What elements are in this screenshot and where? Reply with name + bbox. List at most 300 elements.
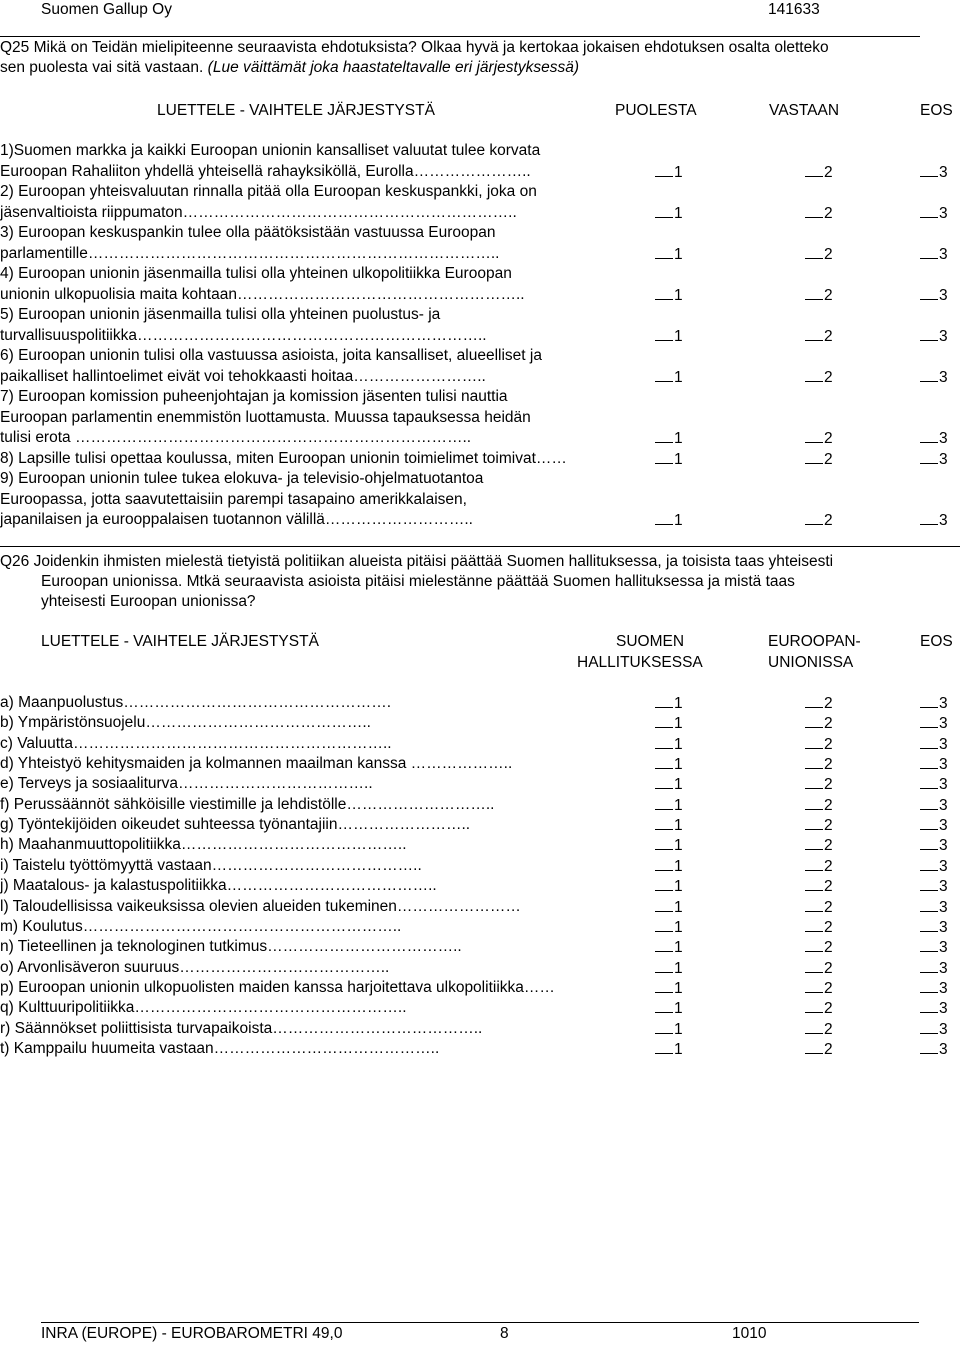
- section-rule: [0, 546, 960, 547]
- answer-underline: [655, 978, 673, 993]
- answer-underline: [805, 795, 823, 810]
- answer-underline: [655, 958, 673, 973]
- q26-answer-dk[interactable]: [920, 998, 948, 1019]
- answer-code: 2: [824, 163, 833, 181]
- q26-answer-dk[interactable]: [920, 835, 948, 856]
- answer-underline: [655, 203, 673, 218]
- answer-underline: [805, 1039, 823, 1054]
- answer-underline: [805, 958, 823, 973]
- q25-answer-for[interactable]: [655, 367, 683, 388]
- answer-code: 3: [939, 1020, 948, 1038]
- answer-underline: [655, 428, 673, 443]
- answer-underline: [655, 693, 673, 708]
- q26-item: n) Tieteellinen ja teknologinen tutkimus………………………………..: [0, 938, 462, 956]
- answer-underline: [805, 876, 823, 891]
- answer-code: 2: [824, 857, 833, 875]
- q25-statement-line: 1)Suomen markka ja kaikki Euroopan unionin kansalliset valuutat tulee korvata: [0, 142, 541, 159]
- answer-code: 2: [824, 817, 833, 835]
- answer-underline: [920, 203, 938, 218]
- q25-statement-line: 4) Euroopan unionin jäsenmailla tulisi olla yhteinen ulkopolitiikka Euroopan: [0, 265, 512, 282]
- answer-code: 2: [824, 430, 833, 447]
- q26-answer-gov[interactable]: [655, 917, 683, 938]
- answer-underline: [805, 978, 823, 993]
- q26-item: o) Arvonlisäveron suuruus…………………………………..: [0, 958, 390, 976]
- answer-code: 2: [824, 245, 833, 263]
- answer-underline: [920, 876, 938, 891]
- answer-underline: [655, 244, 673, 259]
- q26-answer-gov[interactable]: [655, 998, 683, 1019]
- answer-underline: [655, 1039, 673, 1054]
- answer-underline: [655, 937, 673, 952]
- q26-answer-gov[interactable]: [655, 774, 683, 795]
- q25-question-line2: [0, 58, 579, 78]
- answer-code: 1: [674, 204, 683, 222]
- answer-code: 1: [674, 430, 683, 447]
- answer-code: 1: [674, 163, 683, 181]
- q26-answer-gov[interactable]: [655, 978, 683, 999]
- answer-underline: [655, 998, 673, 1013]
- q26-item: p) Euroopan unionin ulkopuolisten maiden kanssa harjoitettava ulkopolitiikka……: [0, 978, 555, 996]
- q26-answer-eu[interactable]: [805, 958, 833, 979]
- answer-underline: [655, 162, 673, 177]
- q25-answer-dk[interactable]: [920, 326, 948, 347]
- answer-underline: [920, 754, 938, 769]
- answer-code: 2: [824, 1020, 833, 1038]
- q26-answer-dk[interactable]: [920, 734, 948, 755]
- q26-answer-gov[interactable]: [655, 713, 683, 734]
- q25-col-for: PUOLESTA: [615, 102, 697, 119]
- answer-code: 2: [824, 796, 833, 814]
- q25-statement-line: 3) Euroopan keskuspankin tulee olla päätöksistään vastuussa Euroopan: [0, 224, 496, 241]
- answer-underline: [920, 510, 938, 525]
- answer-code: 2: [824, 837, 833, 855]
- q25-answer-dk[interactable]: [920, 244, 948, 265]
- answer-code: 3: [939, 939, 948, 957]
- q26-item: c) Valuutta……………………………………………………..: [0, 734, 392, 752]
- answer-code: 3: [939, 918, 948, 936]
- answer-code: 3: [939, 245, 948, 263]
- answer-code: 2: [824, 327, 833, 345]
- q25-answer-against[interactable]: [805, 285, 833, 306]
- answer-code: 2: [824, 695, 833, 712]
- q26-answer-gov[interactable]: [655, 856, 683, 877]
- answer-underline: [920, 815, 938, 830]
- answer-code: 2: [824, 286, 833, 304]
- q25-statement-line: Euroopassa, jotta saavutettaisiin parempi tasapaino amerikkalaisen,: [0, 490, 467, 508]
- answer-code: 2: [824, 918, 833, 936]
- answer-underline: [805, 815, 823, 830]
- q26-answer-gov[interactable]: [655, 897, 683, 918]
- answer-code: 2: [824, 735, 833, 753]
- answer-underline: [920, 917, 938, 932]
- answer-underline: [805, 1019, 823, 1034]
- answer-underline: [805, 203, 823, 218]
- answer-code: 3: [939, 695, 948, 712]
- answer-code: 1: [674, 286, 683, 304]
- q25-answer-dk[interactable]: [920, 367, 948, 388]
- q26-answer-dk[interactable]: [920, 713, 948, 734]
- answer-code: 2: [824, 368, 833, 386]
- answer-code: 1: [674, 695, 683, 712]
- q25-statement-line: 8) Lapsille tulisi opettaa koulussa, miten Euroopan unionin toimielimet toimivat……: [0, 449, 567, 467]
- answer-code: 1: [674, 817, 683, 835]
- q25-statement-line: jäsenvaltioista riippumaton………………………………………………………..: [0, 203, 517, 221]
- answer-code: 3: [939, 735, 948, 753]
- q25-answer-for[interactable]: [655, 428, 683, 449]
- q25-statement-line: 5) Euroopan unionin jäsenmailla tulisi olla yhteinen puolustus- ja: [0, 306, 441, 323]
- q25-answer-dk[interactable]: [920, 428, 948, 449]
- answer-code: 3: [939, 979, 948, 997]
- answer-code: 1: [674, 939, 683, 957]
- q25-answer-against[interactable]: [805, 203, 833, 224]
- answer-code: 1: [674, 756, 683, 774]
- q26-col-list: LUETTELE - VAIHTELE JÄRJESTYSTÄ: [41, 633, 319, 650]
- answer-code: 2: [824, 878, 833, 896]
- answer-underline: [805, 937, 823, 952]
- answer-underline: [805, 693, 823, 708]
- answer-code: 3: [939, 204, 948, 222]
- answer-code: 3: [939, 959, 948, 977]
- q26-answer-dk[interactable]: [920, 754, 948, 775]
- q26-col-dk: EOS: [920, 633, 953, 650]
- q26-item: t) Kamppailu huumeita vastaan……………………………………..: [0, 1039, 440, 1057]
- q26-item: q) Kulttuuripolitiikka……………………………………………..: [0, 999, 407, 1017]
- answer-code: 1: [674, 1040, 683, 1058]
- q26-answer-eu[interactable]: [805, 693, 833, 714]
- answer-underline: [655, 774, 673, 789]
- q25-statement-line: 7) Euroopan komission puheenjohtajan ja komission jäsenten tulisi nauttia: [0, 388, 508, 405]
- answer-code: 2: [824, 512, 833, 529]
- q25-answer-dk[interactable]: [920, 510, 948, 531]
- answer-underline: [920, 326, 938, 341]
- q25-col-against: VASTAAN: [769, 102, 840, 119]
- q26-answer-eu[interactable]: [805, 876, 833, 897]
- answer-underline: [805, 244, 823, 259]
- q25-interviewer-instruction: (Lue väittämät joka haastateltavalle eri järjestyksessä): [207, 59, 579, 76]
- answer-underline: [805, 835, 823, 850]
- answer-underline: [805, 449, 823, 464]
- answer-code: 1: [674, 368, 683, 386]
- answer-underline: [655, 367, 673, 382]
- q26-answer-dk[interactable]: [920, 1039, 948, 1060]
- q26-col-eu-line1: EUROOPAN-: [768, 633, 861, 650]
- answer-underline: [805, 326, 823, 341]
- answer-underline: [655, 856, 673, 871]
- q25-answer-against[interactable]: [805, 244, 833, 265]
- answer-underline: [920, 835, 938, 850]
- answer-code: 3: [939, 430, 948, 447]
- q26-item: f) Perussäännöt sähköisille viestimille ja lehdistölle………………………..: [0, 795, 495, 813]
- answer-underline: [920, 162, 938, 177]
- answer-underline: [805, 917, 823, 932]
- q26-answer-eu[interactable]: [805, 713, 833, 734]
- answer-underline: [805, 428, 823, 443]
- answer-underline: [805, 734, 823, 749]
- answer-underline: [920, 713, 938, 728]
- answer-underline: [920, 693, 938, 708]
- q26-answer-eu[interactable]: [805, 734, 833, 755]
- answer-underline: [920, 449, 938, 464]
- answer-underline: [920, 1019, 938, 1034]
- q26-answer-dk[interactable]: [920, 795, 948, 816]
- q26-answer-gov[interactable]: [655, 734, 683, 755]
- answer-code: 2: [824, 715, 833, 733]
- q25-col-list: LUETTELE - VAIHTELE JÄRJESTYSTÄ: [157, 102, 435, 119]
- q26-answer-dk[interactable]: [920, 876, 948, 897]
- answer-code: 2: [824, 979, 833, 997]
- answer-underline: [655, 1019, 673, 1034]
- q26-item: e) Terveys ja sosiaaliturva………………………………..: [0, 775, 373, 793]
- answer-underline: [805, 754, 823, 769]
- q25-answer-for[interactable]: [655, 244, 683, 265]
- q26-answer-gov[interactable]: [655, 876, 683, 897]
- q25-answer-for[interactable]: [655, 326, 683, 347]
- q26-answer-eu[interactable]: [805, 1019, 833, 1040]
- answer-code: 3: [939, 286, 948, 304]
- answer-underline: [805, 367, 823, 382]
- job-number: 141633: [768, 1, 820, 18]
- answer-code: 3: [939, 837, 948, 855]
- q25-statement-line: Euroopan parlamentin enemmistön luottamusta. Muussa tapauksessa heidän: [0, 408, 531, 426]
- q25-answer-dk[interactable]: [920, 285, 948, 306]
- q26-answer-eu[interactable]: [805, 897, 833, 918]
- header-rule: [0, 36, 920, 37]
- answer-code: 1: [674, 1000, 683, 1018]
- answer-underline: [805, 162, 823, 177]
- q26-col-gov-line1: SUOMEN: [616, 633, 685, 650]
- q25-statement-line: paikalliset hallintoelimet eivät voi tehokkaasti hoitaa……………………..: [0, 367, 486, 385]
- answer-code: 2: [824, 204, 833, 222]
- q26-question-line2: Euroopan unionissa. Mtkä seuraavista asioista pitäisi mielestänne päättää Suomen hallituksessa ja mistä taas: [41, 573, 795, 590]
- answer-underline: [655, 917, 673, 932]
- q26-col-gov-line2: HALLITUKSESSA: [577, 654, 703, 671]
- answer-underline: [805, 856, 823, 871]
- q26-answer-dk[interactable]: [920, 958, 948, 979]
- answer-underline: [655, 449, 673, 464]
- answer-code: 3: [939, 450, 948, 468]
- answer-underline: [805, 998, 823, 1013]
- answer-underline: [920, 285, 938, 300]
- q25-statement-line: unionin ulkopuolisia maita kohtaan………………………………………………..: [0, 285, 525, 303]
- answer-underline: [805, 510, 823, 525]
- answer-underline: [920, 734, 938, 749]
- answer-underline: [655, 754, 673, 769]
- answer-underline: [920, 998, 938, 1013]
- answer-code: 1: [674, 1020, 683, 1038]
- q25-answer-against[interactable]: [805, 428, 833, 449]
- answer-underline: [655, 815, 673, 830]
- answer-code: 1: [674, 327, 683, 345]
- q26-answer-gov[interactable]: [655, 795, 683, 816]
- q26-answer-dk[interactable]: [920, 693, 948, 714]
- answer-code: 3: [939, 898, 948, 916]
- q25-question-line1: Q25 Mikä on Teidän mielipiteenne seuraavista ehdotuksista? Olkaa hyvä ja kertokaa jokaisen ehdotuksen osalta oletteko: [0, 39, 829, 56]
- q25-statement-line: 2) Euroopan yhteisvaluutan rinnalla pitää olla Euroopan keskuspankki, joka on: [0, 183, 537, 200]
- footer-study: INRA (EUROPE) - EUROBAROMETRI 49,0: [41, 1325, 343, 1342]
- q25-statement-line: 6) Euroopan unionin tulisi olla vastuussa asioista, joita kansalliset, alueelliset ja: [0, 347, 542, 364]
- q25-statement-line: 9) Euroopan unionin tulee tukea elokuva- ja televisio-ohjelmatuotantoa: [0, 470, 484, 487]
- answer-underline: [920, 1039, 938, 1054]
- q26-answer-gov[interactable]: [655, 1019, 683, 1040]
- q26-answer-gov[interactable]: [655, 693, 683, 714]
- answer-code: 1: [674, 796, 683, 814]
- q26-answer-dk[interactable]: [920, 978, 948, 999]
- q25-answer-dk[interactable]: [920, 449, 948, 470]
- answer-code: 2: [824, 450, 833, 468]
- answer-code: 3: [939, 796, 948, 814]
- answer-code: 1: [674, 837, 683, 855]
- answer-underline: [920, 428, 938, 443]
- q25-statement-line: parlamentille……………………………………………………………………..: [0, 244, 500, 262]
- answer-code: 1: [674, 512, 683, 529]
- answer-code: 1: [674, 776, 683, 794]
- q26-answer-gov[interactable]: [655, 958, 683, 979]
- answer-underline: [920, 856, 938, 871]
- answer-code: 3: [939, 512, 948, 529]
- footer-number: 1010: [732, 1325, 767, 1342]
- answer-underline: [805, 774, 823, 789]
- q26-answer-eu[interactable]: [805, 815, 833, 836]
- answer-underline: [655, 510, 673, 525]
- answer-code: 1: [674, 715, 683, 733]
- q26-answer-dk[interactable]: [920, 815, 948, 836]
- q26-item: i) Taistelu työttömyyttä vastaan…………………………………..: [0, 856, 422, 874]
- answer-code: 1: [674, 878, 683, 896]
- q25-answer-for[interactable]: [655, 510, 683, 531]
- answer-code: 2: [824, 959, 833, 977]
- q26-item: j) Maatalous- ja kalastuspolitiikka…………………………………..: [0, 877, 437, 895]
- answer-code: 3: [939, 817, 948, 835]
- answer-underline: [920, 937, 938, 952]
- q26-answer-dk[interactable]: [920, 937, 948, 958]
- q26-answer-eu[interactable]: [805, 856, 833, 877]
- answer-code: 1: [674, 918, 683, 936]
- q25-answer-against[interactable]: [805, 326, 833, 347]
- q26-answer-eu[interactable]: [805, 754, 833, 775]
- q26-answer-eu[interactable]: [805, 998, 833, 1019]
- q25-answer-against[interactable]: [805, 510, 833, 531]
- q26-col-eu-line2: UNIONISSA: [768, 654, 854, 671]
- answer-code: 2: [824, 776, 833, 794]
- q26-answer-eu[interactable]: [805, 774, 833, 795]
- answer-code: 1: [674, 245, 683, 263]
- q26-answer-eu[interactable]: [805, 795, 833, 816]
- answer-underline: [655, 713, 673, 728]
- q25-answer-for[interactable]: [655, 162, 683, 183]
- answer-underline: [805, 897, 823, 912]
- answer-code: 1: [674, 857, 683, 875]
- q26-item: g) Työntekijöiden oikeudet suhteessa työnantajiin……………………..: [0, 816, 471, 834]
- answer-code: 2: [824, 1000, 833, 1018]
- answer-code: 1: [674, 898, 683, 916]
- q25-answer-dk[interactable]: [920, 203, 948, 224]
- q26-answer-dk[interactable]: [920, 1019, 948, 1040]
- answer-code: 2: [824, 898, 833, 916]
- q25-statement-line: tulisi erota …………………………………………………………………..: [0, 429, 472, 446]
- answer-underline: [655, 326, 673, 341]
- q26-answer-gov[interactable]: [655, 754, 683, 775]
- q26-answer-gov[interactable]: [655, 1039, 683, 1060]
- q25-statement-line: japanilaisen ja eurooppalaisen tuotannon välillä………………………..: [0, 511, 473, 528]
- q26-answer-eu[interactable]: [805, 978, 833, 999]
- q25-answer-for[interactable]: [655, 449, 683, 470]
- q26-item: r) Säännökset poliittisista turvapaikoista…………………………………..: [0, 1019, 483, 1037]
- answer-code: 3: [939, 163, 948, 181]
- answer-code: 3: [939, 776, 948, 794]
- q25-answer-for[interactable]: [655, 203, 683, 224]
- q26-answer-dk[interactable]: [920, 917, 948, 938]
- q25-answer-against[interactable]: [805, 367, 833, 388]
- answer-code: 2: [824, 1040, 833, 1058]
- q25-col-dk: EOS: [920, 102, 953, 119]
- answer-underline: [805, 713, 823, 728]
- answer-underline: [655, 897, 673, 912]
- answer-underline: [920, 978, 938, 993]
- q26-item: b) Ympäristönsuojelu……………………………………..: [0, 714, 371, 732]
- q25-statement-line: Euroopan Rahaliiton yhdellä yhteisellä rahayksiköllä, Eurolla…………………..: [0, 162, 531, 180]
- q25-question-text: sen puolesta vai sitä vastaan.: [0, 59, 204, 76]
- answer-underline: [655, 285, 673, 300]
- answer-code: 3: [939, 368, 948, 386]
- answer-underline: [655, 876, 673, 891]
- q26-answer-gov[interactable]: [655, 937, 683, 958]
- answer-code: 2: [824, 756, 833, 774]
- q26-item: h) Maahanmuuttopolitiikka……………………………………..: [0, 836, 407, 854]
- answer-underline: [920, 774, 938, 789]
- answer-underline: [805, 285, 823, 300]
- q26-question-line1: Q26 Joidenkin ihmisten mielestä tietyistä politiikan alueista pitäisi päättää Suomen hallituksessa, ja toisista taas yhteisesti: [0, 553, 834, 570]
- answer-code: 1: [674, 450, 683, 468]
- answer-underline: [920, 897, 938, 912]
- q26-answer-gov[interactable]: [655, 835, 683, 856]
- footer-page: 8: [500, 1325, 509, 1342]
- answer-code: 3: [939, 756, 948, 774]
- q26-answer-eu[interactable]: [805, 835, 833, 856]
- q25-answer-against[interactable]: [805, 449, 833, 470]
- answer-underline: [655, 835, 673, 850]
- q26-answer-dk[interactable]: [920, 897, 948, 918]
- answer-code: 3: [939, 1040, 948, 1058]
- answer-code: 3: [939, 327, 948, 345]
- company-name: Suomen Gallup Oy: [41, 1, 172, 18]
- answer-code: 1: [674, 735, 683, 753]
- q26-answer-eu[interactable]: [805, 937, 833, 958]
- answer-underline: [920, 795, 938, 810]
- q26-answer-dk[interactable]: [920, 774, 948, 795]
- answer-code: 1: [674, 959, 683, 977]
- answer-code: 3: [939, 857, 948, 875]
- q26-item: d) Yhteistyö kehitysmaiden ja kolmannen maailman kanssa ………………..: [0, 755, 513, 773]
- answer-code: 2: [824, 939, 833, 957]
- answer-code: 1: [674, 979, 683, 997]
- q25-answer-against[interactable]: [805, 162, 833, 183]
- footer-rule: [41, 1322, 919, 1323]
- q25-answer-dk[interactable]: [920, 162, 948, 183]
- answer-underline: [655, 734, 673, 749]
- q26-item: a) Maanpuolustus…………………………………………….: [0, 694, 392, 711]
- q26-answer-eu[interactable]: [805, 1039, 833, 1060]
- answer-underline: [920, 958, 938, 973]
- q25-statement-line: turvallisuuspolitiikka…………………………………………………………..: [0, 326, 487, 344]
- q26-answer-gov[interactable]: [655, 815, 683, 836]
- q26-answer-eu[interactable]: [805, 917, 833, 938]
- answer-underline: [655, 795, 673, 810]
- answer-code: 3: [939, 878, 948, 896]
- q26-answer-dk[interactable]: [920, 856, 948, 877]
- q26-item: m) Koulutus……………………………………………………..: [0, 917, 402, 935]
- q25-answer-for[interactable]: [655, 285, 683, 306]
- q26-question-line3: yhteisesti Euroopan unionissa?: [41, 593, 256, 610]
